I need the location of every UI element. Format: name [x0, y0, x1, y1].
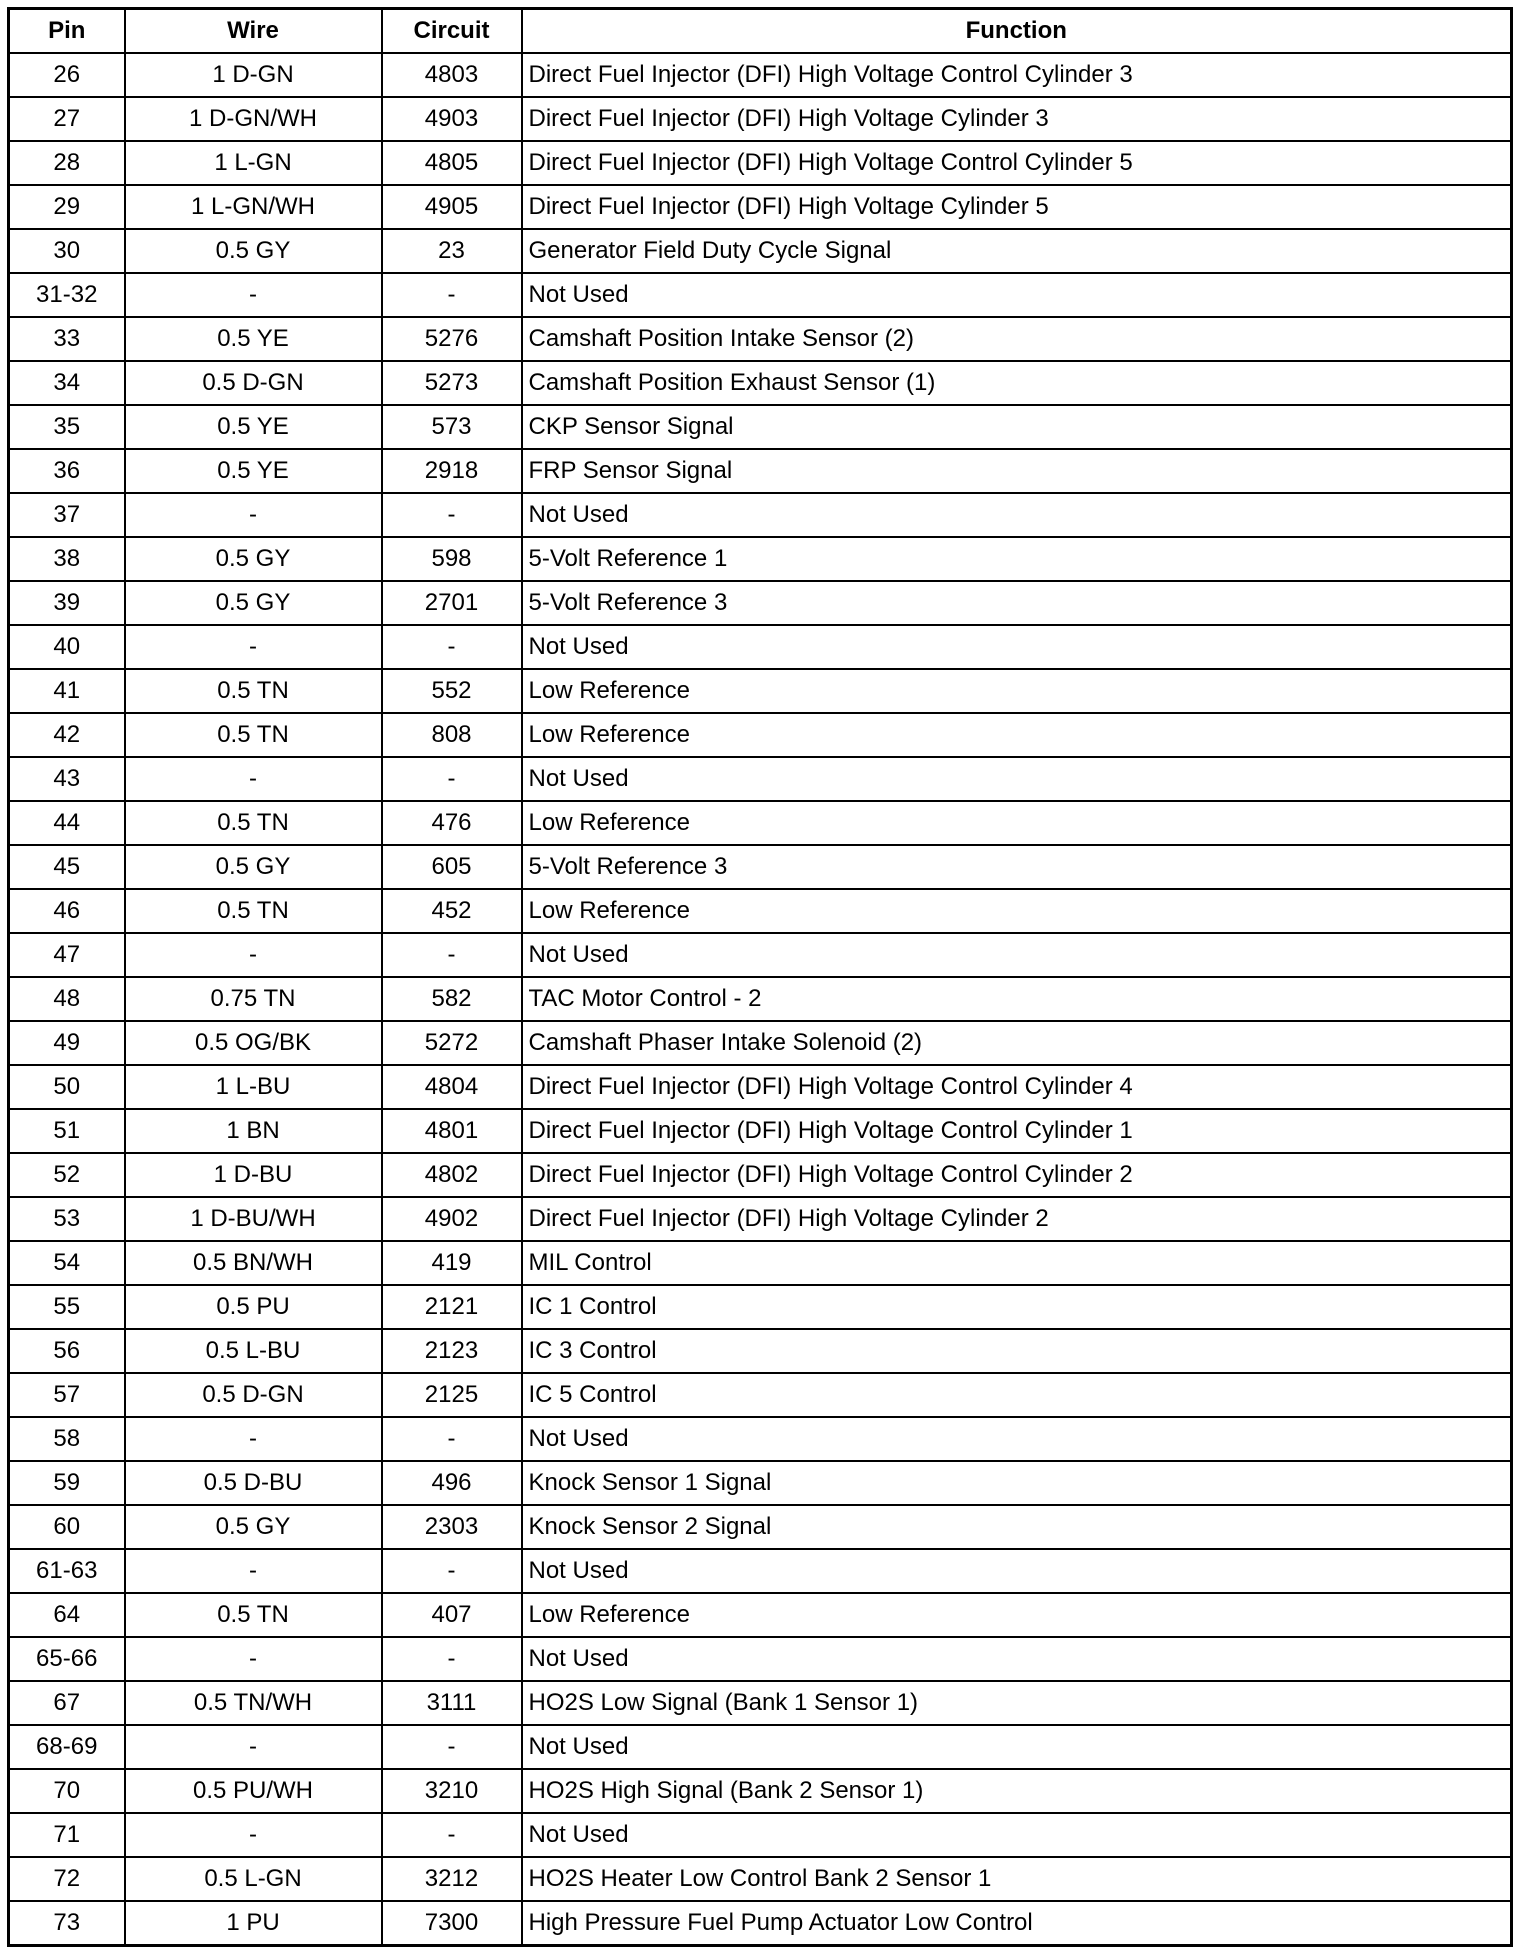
table-row	[9, 1901, 1512, 1946]
pin-cell: 61-63	[9, 1549, 125, 1593]
circuit-cell: 23	[382, 229, 522, 273]
connector-pinout-table	[7, 7, 1513, 1947]
pin-cell: 29	[9, 185, 125, 229]
circuit-cell: 5276	[382, 317, 522, 361]
function-cell: Not Used	[522, 1417, 1512, 1461]
wire-cell: 0.5 TN	[125, 713, 382, 757]
circuit-cell: 4903	[382, 97, 522, 141]
pin-cell: 41	[9, 669, 125, 713]
wire-cell: 0.5 YE	[125, 317, 382, 361]
function-cell: HO2S High Signal (Bank 2 Sensor 1)	[522, 1769, 1512, 1813]
wire-cell: 1 D-BU	[125, 1153, 382, 1197]
function-cell: CKP Sensor Signal	[522, 405, 1512, 449]
table-row	[9, 53, 1512, 97]
table-row	[9, 1769, 1512, 1813]
table-row	[9, 1637, 1512, 1681]
circuit-cell: 808	[382, 713, 522, 757]
pin-cell: 49	[9, 1021, 125, 1065]
column-header-function: Function	[522, 9, 1512, 54]
function-cell: Not Used	[522, 493, 1512, 537]
function-cell: Not Used	[522, 273, 1512, 317]
circuit-cell: 4805	[382, 141, 522, 185]
table-row	[9, 1505, 1512, 1549]
function-cell: Low Reference	[522, 669, 1512, 713]
pin-cell: 37	[9, 493, 125, 537]
table-row	[9, 185, 1512, 229]
function-cell: IC 1 Control	[522, 1285, 1512, 1329]
function-cell: Direct Fuel Injector (DFI) High Voltage Control Cylinder 4	[522, 1065, 1512, 1109]
function-cell: HO2S Heater Low Control Bank 2 Sensor 1	[522, 1857, 1512, 1901]
function-cell: IC 3 Control	[522, 1329, 1512, 1373]
function-cell: IC 5 Control	[522, 1373, 1512, 1417]
function-cell: MIL Control	[522, 1241, 1512, 1285]
wire-cell: 1 L-GN	[125, 141, 382, 185]
circuit-cell: 4801	[382, 1109, 522, 1153]
function-cell: Direct Fuel Injector (DFI) High Voltage Control Cylinder 5	[522, 141, 1512, 185]
wire-cell: -	[125, 1725, 382, 1769]
wire-cell: 0.5 D-GN	[125, 1373, 382, 1417]
circuit-cell: 4902	[382, 1197, 522, 1241]
wire-cell: 0.5 D-GN	[125, 361, 382, 405]
circuit-cell: 3212	[382, 1857, 522, 1901]
table-row	[9, 1549, 1512, 1593]
wire-cell: 0.5 TN	[125, 1593, 382, 1637]
function-cell: FRP Sensor Signal	[522, 449, 1512, 493]
circuit-cell: 2303	[382, 1505, 522, 1549]
table-row	[9, 625, 1512, 669]
function-cell: Knock Sensor 2 Signal	[522, 1505, 1512, 1549]
pin-cell: 56	[9, 1329, 125, 1373]
wire-cell: 1 D-BU/WH	[125, 1197, 382, 1241]
table-row	[9, 1417, 1512, 1461]
circuit-cell: 3111	[382, 1681, 522, 1725]
function-cell: Knock Sensor 1 Signal	[522, 1461, 1512, 1505]
circuit-cell: 3210	[382, 1769, 522, 1813]
function-cell: Camshaft Phaser Intake Solenoid (2)	[522, 1021, 1512, 1065]
circuit-cell: 4905	[382, 185, 522, 229]
function-cell: Low Reference	[522, 713, 1512, 757]
column-header-wire: Wire	[125, 9, 382, 54]
table-row	[9, 713, 1512, 757]
circuit-cell: 2123	[382, 1329, 522, 1373]
function-cell: Not Used	[522, 757, 1512, 801]
pin-cell: 52	[9, 1153, 125, 1197]
function-cell: 5-Volt Reference 3	[522, 581, 1512, 625]
circuit-cell: 5273	[382, 361, 522, 405]
wire-cell: 1 PU	[125, 1901, 382, 1946]
wire-cell: -	[125, 493, 382, 537]
table-row	[9, 581, 1512, 625]
table-row	[9, 1373, 1512, 1417]
pin-cell: 44	[9, 801, 125, 845]
table-row	[9, 537, 1512, 581]
wire-cell: 1 L-GN/WH	[125, 185, 382, 229]
wire-cell: 0.5 TN	[125, 889, 382, 933]
pin-cell: 46	[9, 889, 125, 933]
table-row	[9, 1813, 1512, 1857]
wire-cell: 1 D-GN	[125, 53, 382, 97]
function-cell: Not Used	[522, 1725, 1512, 1769]
circuit-cell: 552	[382, 669, 522, 713]
table-header	[9, 9, 1512, 54]
table-row	[9, 1681, 1512, 1725]
function-cell: TAC Motor Control - 2	[522, 977, 1512, 1021]
function-cell: 5-Volt Reference 1	[522, 537, 1512, 581]
pin-cell: 42	[9, 713, 125, 757]
table-row	[9, 1725, 1512, 1769]
pin-cell: 68-69	[9, 1725, 125, 1769]
wire-cell: -	[125, 757, 382, 801]
wire-cell: 0.5 PU/WH	[125, 1769, 382, 1813]
circuit-cell: -	[382, 933, 522, 977]
table-row	[9, 933, 1512, 977]
pin-cell: 72	[9, 1857, 125, 1901]
function-cell: Direct Fuel Injector (DFI) High Voltage Cylinder 2	[522, 1197, 1512, 1241]
column-header-circuit: Circuit	[382, 9, 522, 54]
table-row	[9, 141, 1512, 185]
wire-cell: 0.5 TN	[125, 801, 382, 845]
wire-cell: 0.5 GY	[125, 537, 382, 581]
function-cell: Not Used	[522, 625, 1512, 669]
pin-cell: 31-32	[9, 273, 125, 317]
pin-cell: 33	[9, 317, 125, 361]
wire-cell: 0.5 GY	[125, 581, 382, 625]
circuit-cell: 2121	[382, 1285, 522, 1329]
pin-cell: 28	[9, 141, 125, 185]
table-row	[9, 361, 1512, 405]
function-cell: Direct Fuel Injector (DFI) High Voltage Control Cylinder 3	[522, 53, 1512, 97]
pin-cell: 54	[9, 1241, 125, 1285]
table-row	[9, 1241, 1512, 1285]
wire-cell: -	[125, 273, 382, 317]
pin-cell: 67	[9, 1681, 125, 1725]
table-row	[9, 97, 1512, 141]
wire-cell: 0.5 OG/BK	[125, 1021, 382, 1065]
circuit-cell: -	[382, 1725, 522, 1769]
circuit-cell: 573	[382, 405, 522, 449]
wire-cell: -	[125, 1417, 382, 1461]
circuit-cell: -	[382, 625, 522, 669]
wire-cell: 0.75 TN	[125, 977, 382, 1021]
function-cell: Direct Fuel Injector (DFI) High Voltage Control Cylinder 2	[522, 1153, 1512, 1197]
wire-cell: 0.5 YE	[125, 449, 382, 493]
function-cell: Low Reference	[522, 801, 1512, 845]
table-row	[9, 229, 1512, 273]
pin-cell: 64	[9, 1593, 125, 1637]
wire-cell: -	[125, 933, 382, 977]
function-cell: 5-Volt Reference 3	[522, 845, 1512, 889]
pin-cell: 38	[9, 537, 125, 581]
pin-cell: 43	[9, 757, 125, 801]
function-cell: Camshaft Position Intake Sensor (2)	[522, 317, 1512, 361]
table-row	[9, 669, 1512, 713]
circuit-cell: -	[382, 1637, 522, 1681]
table-row	[9, 845, 1512, 889]
circuit-cell: -	[382, 493, 522, 537]
table-row	[9, 889, 1512, 933]
pin-cell: 45	[9, 845, 125, 889]
table-row	[9, 757, 1512, 801]
table-row	[9, 1857, 1512, 1901]
table-row	[9, 317, 1512, 361]
pin-cell: 39	[9, 581, 125, 625]
wire-cell: 1 D-GN/WH	[125, 97, 382, 141]
circuit-cell: -	[382, 1417, 522, 1461]
circuit-cell: 7300	[382, 1901, 522, 1946]
circuit-cell: 582	[382, 977, 522, 1021]
table-row	[9, 1065, 1512, 1109]
wire-cell: 0.5 L-BU	[125, 1329, 382, 1373]
circuit-cell: 2125	[382, 1373, 522, 1417]
circuit-cell: 2918	[382, 449, 522, 493]
circuit-cell: 476	[382, 801, 522, 845]
circuit-cell: 4804	[382, 1065, 522, 1109]
pin-cell: 58	[9, 1417, 125, 1461]
pin-cell: 36	[9, 449, 125, 493]
circuit-cell: 5272	[382, 1021, 522, 1065]
pin-cell: 51	[9, 1109, 125, 1153]
wire-cell: 0.5 PU	[125, 1285, 382, 1329]
function-cell: Direct Fuel Injector (DFI) High Voltage Cylinder 3	[522, 97, 1512, 141]
pin-cell: 70	[9, 1769, 125, 1813]
wire-cell: 0.5 L-GN	[125, 1857, 382, 1901]
circuit-cell: 605	[382, 845, 522, 889]
function-cell: Camshaft Position Exhaust Sensor (1)	[522, 361, 1512, 405]
pin-cell: 48	[9, 977, 125, 1021]
circuit-cell: -	[382, 757, 522, 801]
table-row	[9, 1461, 1512, 1505]
pin-cell: 47	[9, 933, 125, 977]
pin-cell: 50	[9, 1065, 125, 1109]
table-row	[9, 493, 1512, 537]
function-cell: Direct Fuel Injector (DFI) High Voltage Control Cylinder 1	[522, 1109, 1512, 1153]
circuit-cell: -	[382, 273, 522, 317]
circuit-cell: -	[382, 1549, 522, 1593]
circuit-cell: 4803	[382, 53, 522, 97]
wire-cell: 0.5 GY	[125, 229, 382, 273]
circuit-cell: 598	[382, 537, 522, 581]
column-header-pin: Pin	[9, 9, 125, 54]
table-row	[9, 449, 1512, 493]
wire-cell: 0.5 TN/WH	[125, 1681, 382, 1725]
circuit-cell: 496	[382, 1461, 522, 1505]
table-row	[9, 1329, 1512, 1373]
circuit-cell: 452	[382, 889, 522, 933]
function-cell: Not Used	[522, 1549, 1512, 1593]
circuit-cell: 407	[382, 1593, 522, 1637]
table-row	[9, 801, 1512, 845]
table-row	[9, 1153, 1512, 1197]
function-cell: High Pressure Fuel Pump Actuator Low Control	[522, 1901, 1512, 1946]
function-cell: Low Reference	[522, 889, 1512, 933]
wire-cell: 0.5 D-BU	[125, 1461, 382, 1505]
circuit-cell: 419	[382, 1241, 522, 1285]
pin-cell: 57	[9, 1373, 125, 1417]
pin-cell: 27	[9, 97, 125, 141]
function-cell: Low Reference	[522, 1593, 1512, 1637]
pin-cell: 59	[9, 1461, 125, 1505]
circuit-cell: 4802	[382, 1153, 522, 1197]
table-row	[9, 977, 1512, 1021]
function-cell: Not Used	[522, 1637, 1512, 1681]
pin-cell: 35	[9, 405, 125, 449]
pin-cell: 60	[9, 1505, 125, 1549]
wire-cell: 0.5 TN	[125, 669, 382, 713]
wire-cell: 0.5 GY	[125, 845, 382, 889]
wire-cell: 1 L-BU	[125, 1065, 382, 1109]
pin-cell: 65-66	[9, 1637, 125, 1681]
wire-cell: -	[125, 1813, 382, 1857]
wire-cell: 0.5 YE	[125, 405, 382, 449]
wire-cell: -	[125, 1549, 382, 1593]
function-cell: Generator Field Duty Cycle Signal	[522, 229, 1512, 273]
table-row	[9, 1197, 1512, 1241]
pin-cell: 26	[9, 53, 125, 97]
pin-cell: 40	[9, 625, 125, 669]
table-row	[9, 1593, 1512, 1637]
wire-cell: -	[125, 1637, 382, 1681]
table-row	[9, 1109, 1512, 1153]
function-cell: HO2S Low Signal (Bank 1 Sensor 1)	[522, 1681, 1512, 1725]
function-cell: Direct Fuel Injector (DFI) High Voltage Cylinder 5	[522, 185, 1512, 229]
pin-cell: 73	[9, 1901, 125, 1946]
table-row	[9, 405, 1512, 449]
table-body	[9, 53, 1512, 1946]
pin-cell: 30	[9, 229, 125, 273]
function-cell: Not Used	[522, 1813, 1512, 1857]
pin-cell: 55	[9, 1285, 125, 1329]
pin-cell: 71	[9, 1813, 125, 1857]
table-row	[9, 1285, 1512, 1329]
wire-cell: -	[125, 625, 382, 669]
header-row	[9, 9, 1512, 54]
pin-cell: 53	[9, 1197, 125, 1241]
pin-cell: 34	[9, 361, 125, 405]
function-cell: Not Used	[522, 933, 1512, 977]
circuit-cell: 2701	[382, 581, 522, 625]
wire-cell: 0.5 GY	[125, 1505, 382, 1549]
table-row	[9, 1021, 1512, 1065]
table-row	[9, 273, 1512, 317]
circuit-cell: -	[382, 1813, 522, 1857]
wire-cell: 0.5 BN/WH	[125, 1241, 382, 1285]
wire-cell: 1 BN	[125, 1109, 382, 1153]
